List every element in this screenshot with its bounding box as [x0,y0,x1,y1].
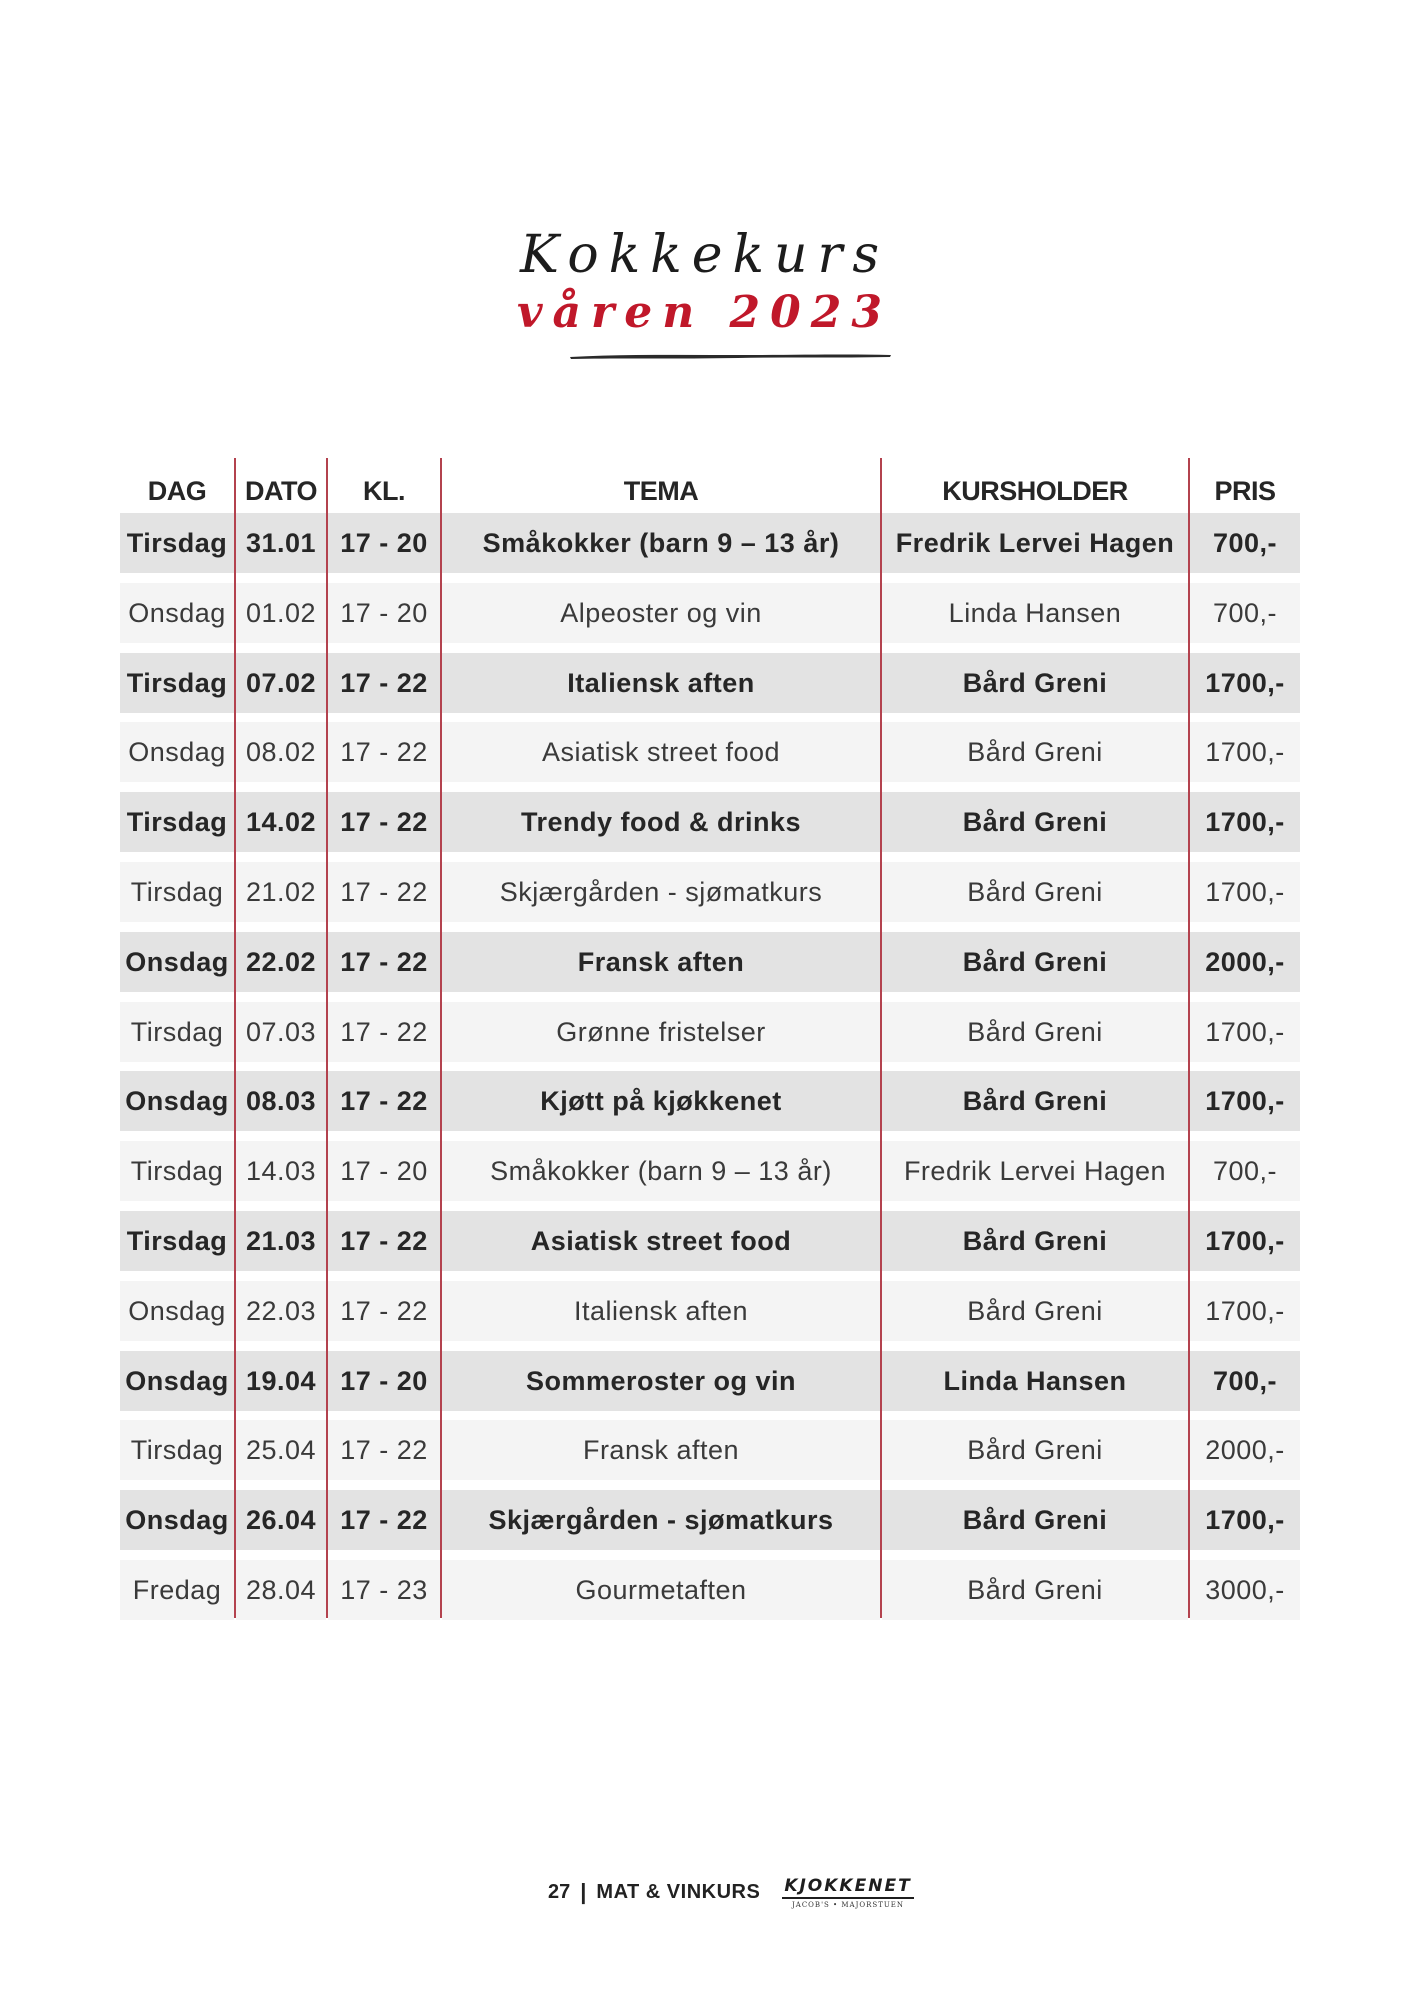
table-row [120,1420,1300,1480]
cell-kl: 17 - 20 [328,583,440,643]
column-divider [1188,458,1190,1618]
cell-tema: Småkokker (barn 9 – 13 år) [442,1141,880,1201]
cell-kursholder: Bård Greni [882,1281,1188,1341]
cell-pris: 2000,- [1190,1420,1300,1480]
cell-kursholder: Bård Greni [882,1211,1188,1271]
cell-kl: 17 - 20 [328,1351,440,1411]
cell-dag: Onsdag [120,932,234,992]
cell-kursholder: Linda Hansen [882,1351,1188,1411]
cell-dag: Tirsdag [120,513,234,573]
cell-pris: 1700,- [1190,653,1300,713]
cell-kursholder: Bård Greni [882,1071,1188,1131]
cell-tema: Kjøtt på kjøkkenet [442,1071,880,1131]
cell-kl: 17 - 22 [328,653,440,713]
cell-dato: 07.03 [236,1002,326,1062]
kjokkenet-logo [782,1876,913,1909]
page-title: Kokkekurs [519,225,890,285]
cell-kl: 17 - 22 [328,862,440,922]
table-row [120,792,1300,852]
cell-dato: 28.04 [236,1560,326,1620]
cell-dato: 14.03 [236,1141,326,1201]
cell-kl: 17 - 22 [328,1490,440,1550]
table-row [120,1351,1300,1411]
cell-pris: 700,- [1190,513,1300,573]
cell-dag: Tirsdag [120,1211,234,1271]
column-divider [326,458,328,1618]
column-divider [880,458,882,1618]
header-pris: PRIS [1214,476,1276,506]
cell-pris: 2000,- [1190,932,1300,992]
cell-dag: Fredag [120,1560,234,1620]
table-row [120,1490,1300,1550]
cell-dag: Tirsdag [120,862,234,922]
cell-tema: Fransk aften [442,1420,880,1480]
table-row [120,932,1300,992]
cell-pris: 700,- [1190,583,1300,643]
cell-tema: Småkokker (barn 9 – 13 år) [442,513,880,573]
cell-pris: 1700,- [1190,722,1300,782]
section-label: MAT & VINKURS [596,1880,761,1903]
cell-dato: 08.02 [236,722,326,782]
table-row [120,583,1300,643]
cell-pris: 1700,- [1190,1002,1300,1062]
cell-pris: 3000,- [1190,1560,1300,1620]
cell-dag: Onsdag [120,1351,234,1411]
column-divider [440,458,442,1618]
header-tema: TEMA [623,476,699,506]
header-dato: DATO [245,476,317,506]
cell-pris: 1700,- [1190,1490,1300,1550]
page-footer [548,1872,914,1912]
cell-tema: Sommeroster og vin [442,1351,880,1411]
table-row [120,862,1300,922]
cell-dag: Tirsdag [120,1141,234,1201]
page-subtitle: våren 2023 [516,287,893,338]
cell-kursholder: Bård Greni [882,653,1188,713]
cell-dag: Onsdag [120,722,234,782]
cell-dato: 25.04 [236,1420,326,1480]
cell-kursholder: Bård Greni [882,862,1188,922]
cell-tema: Gourmetaften [442,1560,880,1620]
cell-kursholder: Bård Greni [882,1420,1188,1480]
cell-kl: 17 - 22 [328,932,440,992]
cell-pris: 700,- [1190,1351,1300,1411]
cell-dag: Onsdag [120,1071,234,1131]
cell-tema: Trendy food & drinks [442,792,880,852]
cell-tema: Asiatisk street food [442,1211,880,1271]
cell-dato: 31.01 [236,513,326,573]
cell-kl: 17 - 20 [328,513,440,573]
cell-kursholder: Bård Greni [882,1490,1188,1550]
cell-pris: 700,- [1190,1141,1300,1201]
cell-dag: Onsdag [120,1281,234,1341]
cell-dag: Tirsdag [120,653,234,713]
cell-kl: 17 - 22 [328,1071,440,1131]
cell-kl: 17 - 22 [328,722,440,782]
cell-dag: Tirsdag [120,1420,234,1480]
table-header-row [120,458,1300,513]
cell-pris: 1700,- [1190,1071,1300,1131]
cell-dag: Onsdag [120,583,234,643]
table-row [120,513,1300,573]
cell-pris: 1700,- [1190,1211,1300,1271]
cell-dato: 26.04 [236,1490,326,1550]
cell-kursholder: Linda Hansen [882,583,1188,643]
table-row [120,1211,1300,1271]
cell-kursholder: Bård Greni [882,1002,1188,1062]
cell-tema: Grønne fristelser [442,1002,880,1062]
cell-dato: 14.02 [236,792,326,852]
cell-dato: 01.02 [236,583,326,643]
table-row [120,1560,1300,1620]
cell-tema: Asiatisk street food [442,722,880,782]
cell-kursholder: Bård Greni [882,722,1188,782]
brush-stroke-divider [568,352,893,360]
cell-kl: 17 - 22 [328,1281,440,1341]
cell-tema: Fransk aften [442,932,880,992]
cell-dag: Onsdag [120,1490,234,1550]
cell-kl: 17 - 22 [328,1420,440,1480]
cell-tema: Skjærgården - sjømatkurs [442,1490,880,1550]
page-number: 27 [548,1880,571,1903]
cell-kl: 17 - 22 [328,1211,440,1271]
title-block [0,225,1409,339]
cell-kursholder: Bård Greni [882,1560,1188,1620]
cell-dato: 22.02 [236,932,326,992]
cell-tema: Italiensk aften [442,1281,880,1341]
cell-dato: 21.03 [236,1211,326,1271]
table-row [120,1281,1300,1341]
footer-separator: | [580,1879,587,1904]
cell-kursholder: Fredrik Lervei Hagen [882,513,1188,573]
table-row [120,653,1300,713]
cell-pris: 1700,- [1190,862,1300,922]
cell-dato: 19.04 [236,1351,326,1411]
cell-tema: Skjærgården - sjømatkurs [442,862,880,922]
cell-tema: Alpeoster og vin [442,583,880,643]
cell-dag: Tirsdag [120,792,234,852]
logo-subline: JACOB'S • MAJORSTUEN [791,1900,905,1909]
table-row [120,722,1300,782]
header-kl: KL. [363,476,405,506]
table-row [120,1141,1300,1201]
cell-kursholder: Bård Greni [882,932,1188,992]
cell-kursholder: Bård Greni [882,792,1188,852]
cell-dato: 21.02 [236,862,326,922]
cell-kl: 17 - 20 [328,1141,440,1201]
cell-kl: 17 - 23 [328,1560,440,1620]
table-row [120,1002,1300,1062]
logo-wordmark: KJOKKENET [782,1876,913,1899]
header-kursholder: KURSHOLDER [942,476,1128,506]
cell-pris: 1700,- [1190,792,1300,852]
cell-dato: 07.02 [236,653,326,713]
column-divider [234,458,236,1618]
cell-pris: 1700,- [1190,1281,1300,1341]
cell-dato: 08.03 [236,1071,326,1131]
cell-tema: Italiensk aften [442,653,880,713]
cell-dag: Tirsdag [120,1002,234,1062]
cell-kl: 17 - 22 [328,792,440,852]
cell-kursholder: Fredrik Lervei Hagen [882,1141,1188,1201]
cell-dato: 22.03 [236,1281,326,1341]
cell-kl: 17 - 22 [328,1002,440,1062]
header-dag: DAG [147,476,207,506]
table-row [120,1071,1300,1131]
